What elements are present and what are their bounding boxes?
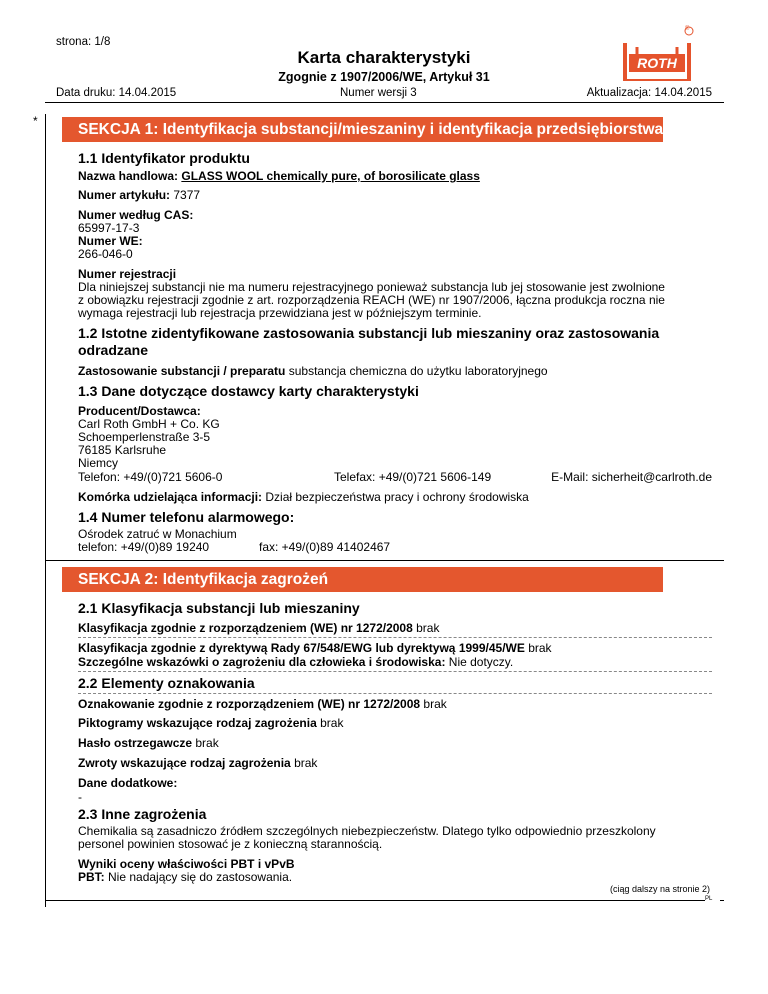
s13-heading: 1.3 Dane dotyczące dostawcy karty charakterystyki [78, 383, 419, 399]
s14-heading: 1.4 Numer telefonu alarmowego: [78, 509, 295, 525]
additional-data-label: Dane dodatkowe: [78, 776, 178, 790]
directive-classification: Klasyfikacja zgodnie z dyrektywą Rady 67/548/EWG lub dyrektywą 1999/45/WE brak [78, 641, 552, 655]
clp-classification: Klasyfikacja zgodnie z rozporządzeniem (WE) nr 1272/2008 brak [78, 621, 440, 635]
hazard-pictograms: Piktogramy wskazujące rodzaj zagrożenia brak [78, 716, 344, 730]
update-date: Aktualizacja: 14.04.2015 [586, 87, 712, 99]
article-number-line: Numer artykułu: 7377 [78, 188, 201, 202]
special-hazard-notes: Szczególne wskazówki o zagrożeniu dla człowieka i środowiska: Nie dotyczy. [78, 655, 514, 669]
registration-text-3: wymaga rejestracji lub rejestracja przewidziana jest w późniejszym terminie. [78, 306, 482, 320]
emergency-center: Ośrodek zatruć w Monachium [78, 527, 237, 541]
logo-text: ROTH [637, 55, 677, 71]
info-department-line: Komórka udzielająca informacji: Dział bezpieczeństwa pracy i ochrony środowiska [78, 490, 529, 504]
s22-heading: 2.2 Elementy oznakowania [78, 675, 255, 691]
logo-registered-mark: ® [685, 26, 690, 32]
cas-label: Numer według CAS: [78, 208, 194, 222]
roth-logo [617, 25, 697, 81]
other-hazards-text-1: Chemikalia są zasadniczo źródłem szczególnych niebezpieczeństw. Dlatego tylko odpowiednio przeszkolony [78, 824, 656, 838]
pbt-heading: Wyniki oceny właściwości PBT i vPvB [78, 857, 295, 871]
producer-fax: Telefax: +49/(0)721 5606-149 [334, 470, 492, 484]
section2-title: SEKCJA 2: Identyfikacja zagrożeń [78, 571, 329, 588]
emergency-fax: fax: +49/(0)89 41402467 [259, 540, 391, 554]
section1-end-line [45, 560, 724, 561]
use-line: Zastosowanie substancji / preparatu substancja chemiczna do użytku laboratoryjnego [78, 364, 548, 378]
language-code: PL [705, 896, 713, 902]
frame-tick [720, 900, 724, 901]
registration-text-1: Dla niniejszej substancji nie ma numeru rejestracyjnego ponieważ substancja lub jej stosowanie jest zwolnione [78, 280, 665, 294]
producer-country: Niemcy [78, 456, 119, 470]
dashed-divider [78, 637, 712, 638]
additional-data-value: - [78, 790, 82, 804]
producer-email[interactable]: E-Mail: sicherheit@carlroth.de [551, 470, 712, 484]
other-hazards-text-2: personel powinien stosować je z konieczną starannością. [78, 837, 383, 851]
dashed-divider [78, 693, 712, 694]
s12-heading-1: 1.2 Istotne zidentyfikowane zastosowania substancji lub mieszaniny oraz zastosowania [78, 325, 660, 341]
dashed-divider [78, 671, 712, 672]
change-marker: * [33, 114, 38, 128]
trade-name-line: Nazwa handlowa: GLASS WOOL chemically pure, of borosilicate glass [78, 169, 480, 183]
we-value: 266-046-0 [78, 247, 133, 261]
s21-heading: 2.1 Klasyfikacja substancji lub mieszaniny [78, 600, 360, 616]
cas-value: 65997-17-3 [78, 221, 140, 235]
producer-company: Carl Roth GmbH + Co. KG [78, 417, 220, 431]
hazard-statements: Zwroty wskazujące rodzaj zagrożenia brak [78, 756, 318, 770]
page-number: strona: 1/8 [56, 36, 111, 48]
signal-word: Hasło ostrzegawcze brak [78, 736, 219, 750]
article-number-value: 7377 [173, 188, 201, 202]
emergency-phone: telefon: +49/(0)89 19240 [78, 540, 210, 554]
print-date: Data druku: 14.04.2015 [56, 87, 177, 99]
s11-heading: 1.1 Identyfikator produktu [78, 150, 250, 166]
producer-label: Producent/Dostawca: [78, 404, 201, 418]
s12-heading-2: odradzane [78, 342, 149, 358]
registration-label: Numer rejestracji [78, 267, 177, 281]
footer-line [45, 900, 705, 901]
document-subtitle: Zgognie z 1907/2006/WE, Artykuł 31 [278, 70, 490, 84]
continued-note: (ciąg dalszy na stronie 2) [609, 884, 710, 894]
registration-text-2: z obowiązku rejestracji zgodnie z art. rozporządzenia REACH (WE) nr 1907/2006, łączna produkcja roczna nie [78, 293, 665, 307]
header-divider [45, 102, 724, 103]
version-number: Numer wersji 3 [340, 87, 417, 99]
pbt-line: PBT: Nie nadający się do zastosowania. [78, 870, 293, 884]
producer-phone: Telefon: +49/(0)721 5606-0 [78, 470, 223, 484]
trade-name-value: GLASS WOOL chemically pure, of borosilicate glass [181, 169, 480, 183]
producer-street: Schoemperlenstraße 3-5 [78, 430, 211, 444]
s23-heading: 2.3 Inne zagrożenia [78, 806, 207, 822]
producer-city: 76185 Karlsruhe [78, 443, 167, 457]
we-label: Numer WE: [78, 234, 143, 248]
frame-left [45, 114, 46, 907]
document-title: Karta charakterystyki [297, 48, 471, 67]
section1-title: SEKCJA 1: Identyfikacja substancji/mieszaniny i identyfikacja przedsiębiorstwa [78, 121, 664, 138]
clp-labelling: Oznakowanie zgodnie z rozporządzeniem (WE) nr 1272/2008 brak [78, 697, 447, 711]
